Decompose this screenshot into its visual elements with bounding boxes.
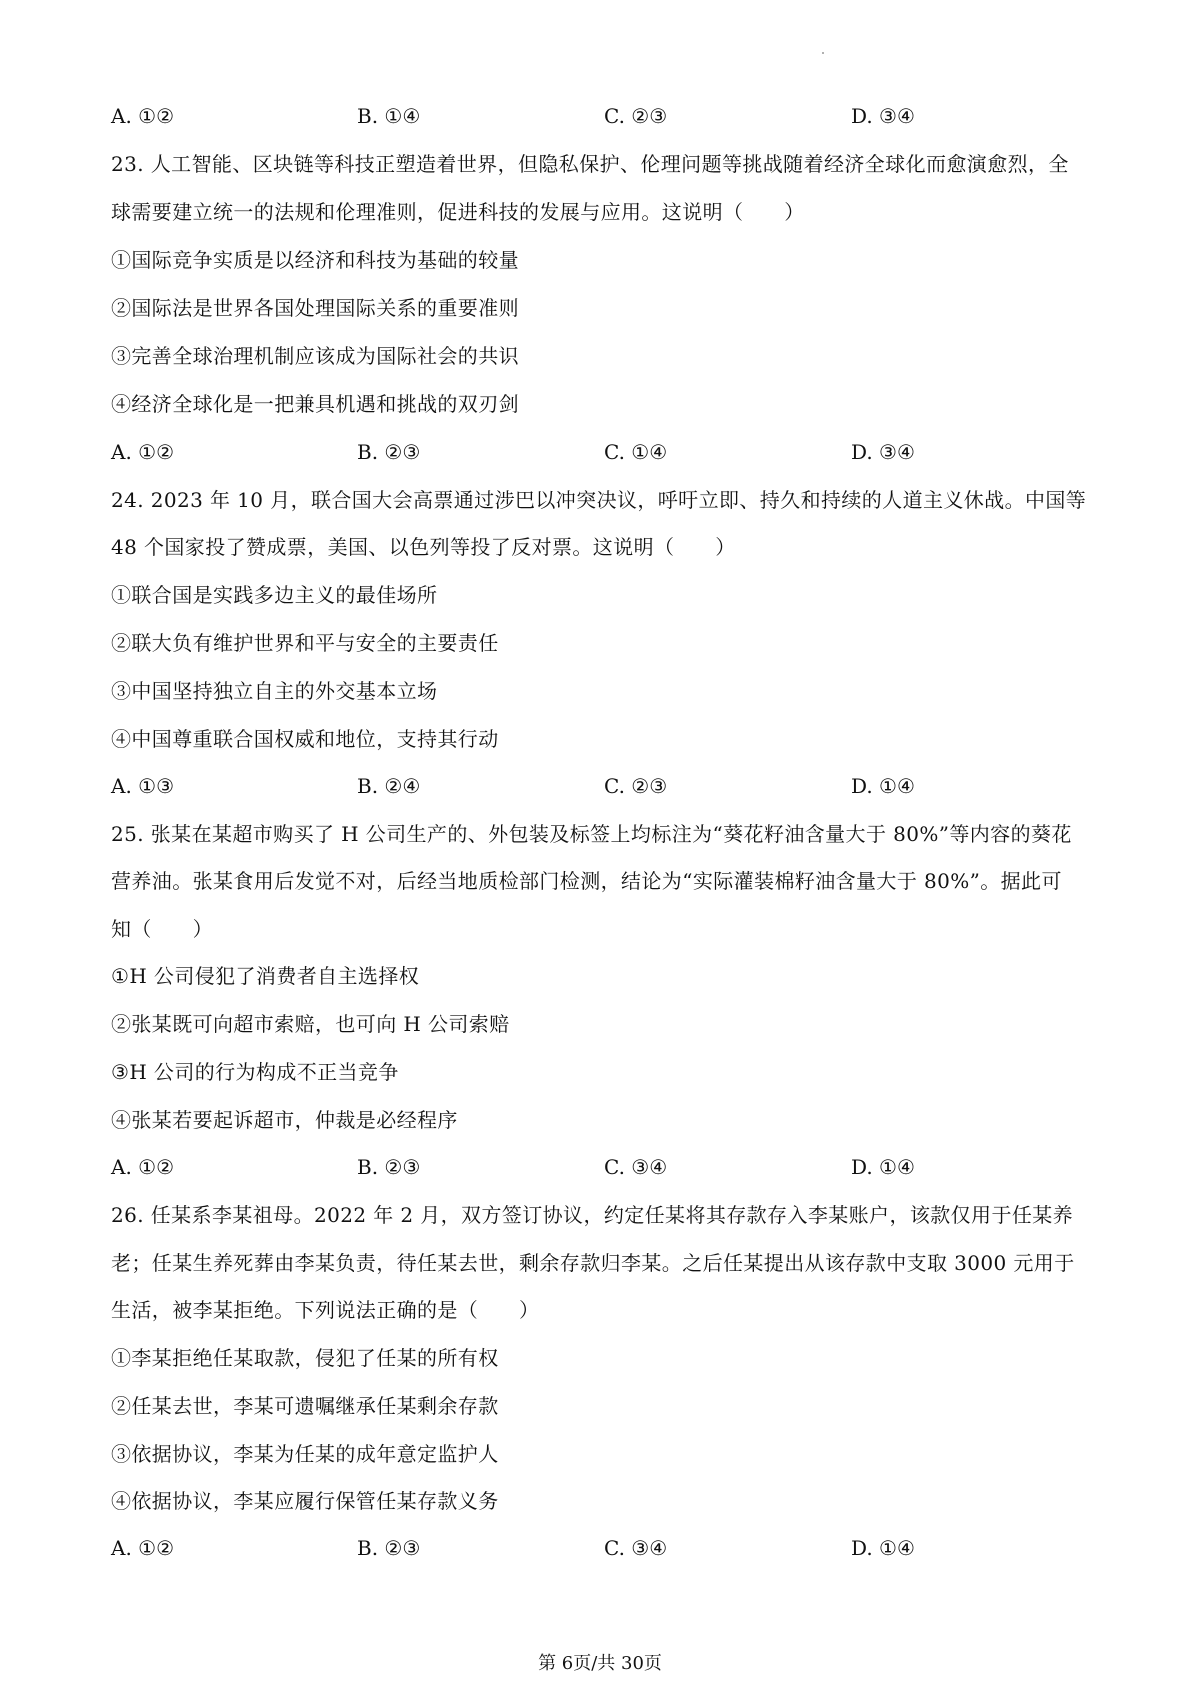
option-b: B. ②③ — [357, 1536, 421, 1560]
statement-item: ②张某既可向超市索赔，也可向 H 公司索赔 — [111, 1012, 510, 1036]
statement-item: ④中国尊重联合国权威和地位，支持其行动 — [111, 727, 499, 751]
statement-item: ①H 公司侵犯了消费者自主选择权 — [111, 964, 420, 988]
option-d: D. ①④ — [851, 774, 915, 798]
statement-item: ①李某拒绝任某取款，侵犯了任某的所有权 — [111, 1346, 499, 1370]
page-number: 第 6页/共 30页 — [538, 1653, 662, 1674]
statement-item: ④张某若要起诉超市，仲裁是必经程序 — [111, 1108, 458, 1132]
statement-item: ①国际竞争实质是以经济和科技为基础的较量 — [111, 248, 519, 272]
statement-item: ④依据协议，李某应履行保管任某存款义务 — [111, 1489, 499, 1513]
question-stem: 老；任某生养死葬由李某负责，待任某去世，剩余存款归李某。之后任某提出从该存款中支取 3000 元用于 — [111, 1251, 1075, 1275]
statement-item: ④经济全球化是一把兼具机遇和挑战的双刃剑 — [111, 392, 519, 416]
statement-item: ③中国坚持独立自主的外交基本立场 — [111, 679, 438, 703]
option-d: D. ③④ — [851, 440, 915, 464]
option-a: A. ①② — [111, 104, 175, 128]
option-c: C. ②③ — [604, 104, 668, 128]
statement-item: ③完善全球治理机制应该成为国际社会的共识 — [111, 344, 519, 368]
statement-item: ③H 公司的行为构成不正当竞争 — [111, 1060, 399, 1084]
option-c: C. ③④ — [604, 1155, 668, 1179]
option-d: D. ③④ — [851, 104, 915, 128]
option-c: C. ③④ — [604, 1536, 668, 1560]
option-b: B. ②④ — [357, 774, 421, 798]
statement-item: ③依据协议，李某为任某的成年意定监护人 — [111, 1442, 499, 1466]
statement-item: ②国际法是世界各国处理国际关系的重要准则 — [111, 296, 519, 320]
scan-dot — [822, 52, 824, 54]
statement-item: ②联大负有维护世界和平与安全的主要责任 — [111, 631, 499, 655]
question-stem: 23. 人工智能、区块链等科技正塑造着世界，但隐私保护、伦理问题等挑战随着经济全球化而愈演愈烈，全 — [111, 152, 1069, 176]
option-c: C. ②③ — [604, 774, 668, 798]
question-stem: 球需要建立统一的法规和伦理准则，促进科技的发展与应用。这说明（ ） — [111, 200, 805, 224]
statement-item: ①联合国是实践多边主义的最佳场所 — [111, 583, 438, 607]
option-c: C. ①④ — [604, 440, 668, 464]
option-b: B. ①④ — [357, 104, 421, 128]
option-a: A. ①③ — [111, 774, 175, 798]
option-b: B. ②③ — [357, 440, 421, 464]
question-stem: 营养油。张某食用后发觉不对，后经当地质检部门检测，结论为“实际灌装棉籽油含量大于 80%”。据此可 — [111, 869, 1062, 893]
statement-item: ②任某去世，李某可遗嘱继承任某剩余存款 — [111, 1394, 499, 1418]
option-a: A. ①② — [111, 1155, 175, 1179]
option-a: A. ①② — [111, 440, 175, 464]
option-b: B. ②③ — [357, 1155, 421, 1179]
question-stem: 生活，被李某拒绝。下列说法正确的是（ ） — [111, 1298, 540, 1322]
option-d: D. ①④ — [851, 1536, 915, 1560]
question-stem: 24. 2023 年 10 月，联合国大会高票通过涉巴以冲突决议，呼吁立即、持久和持续的人道主义休战。中国等 — [111, 488, 1087, 512]
question-stem: 25. 张某在某超市购买了 H 公司生产的、外包装及标签上均标注为“葵花籽油含量大于 80%”等内容的葵花 — [111, 822, 1072, 846]
option-a: A. ①② — [111, 1536, 175, 1560]
question-stem: 48 个国家投了赞成票，美国、以色列等投了反对票。这说明（ ） — [111, 535, 736, 559]
question-stem: 26. 任某系李某祖母。2022 年 2 月，双方签订协议，约定任某将其存款存入李某账户，该款仅用于任某养 — [111, 1203, 1074, 1227]
option-d: D. ①④ — [851, 1155, 915, 1179]
question-stem: 知（ ） — [111, 917, 213, 941]
